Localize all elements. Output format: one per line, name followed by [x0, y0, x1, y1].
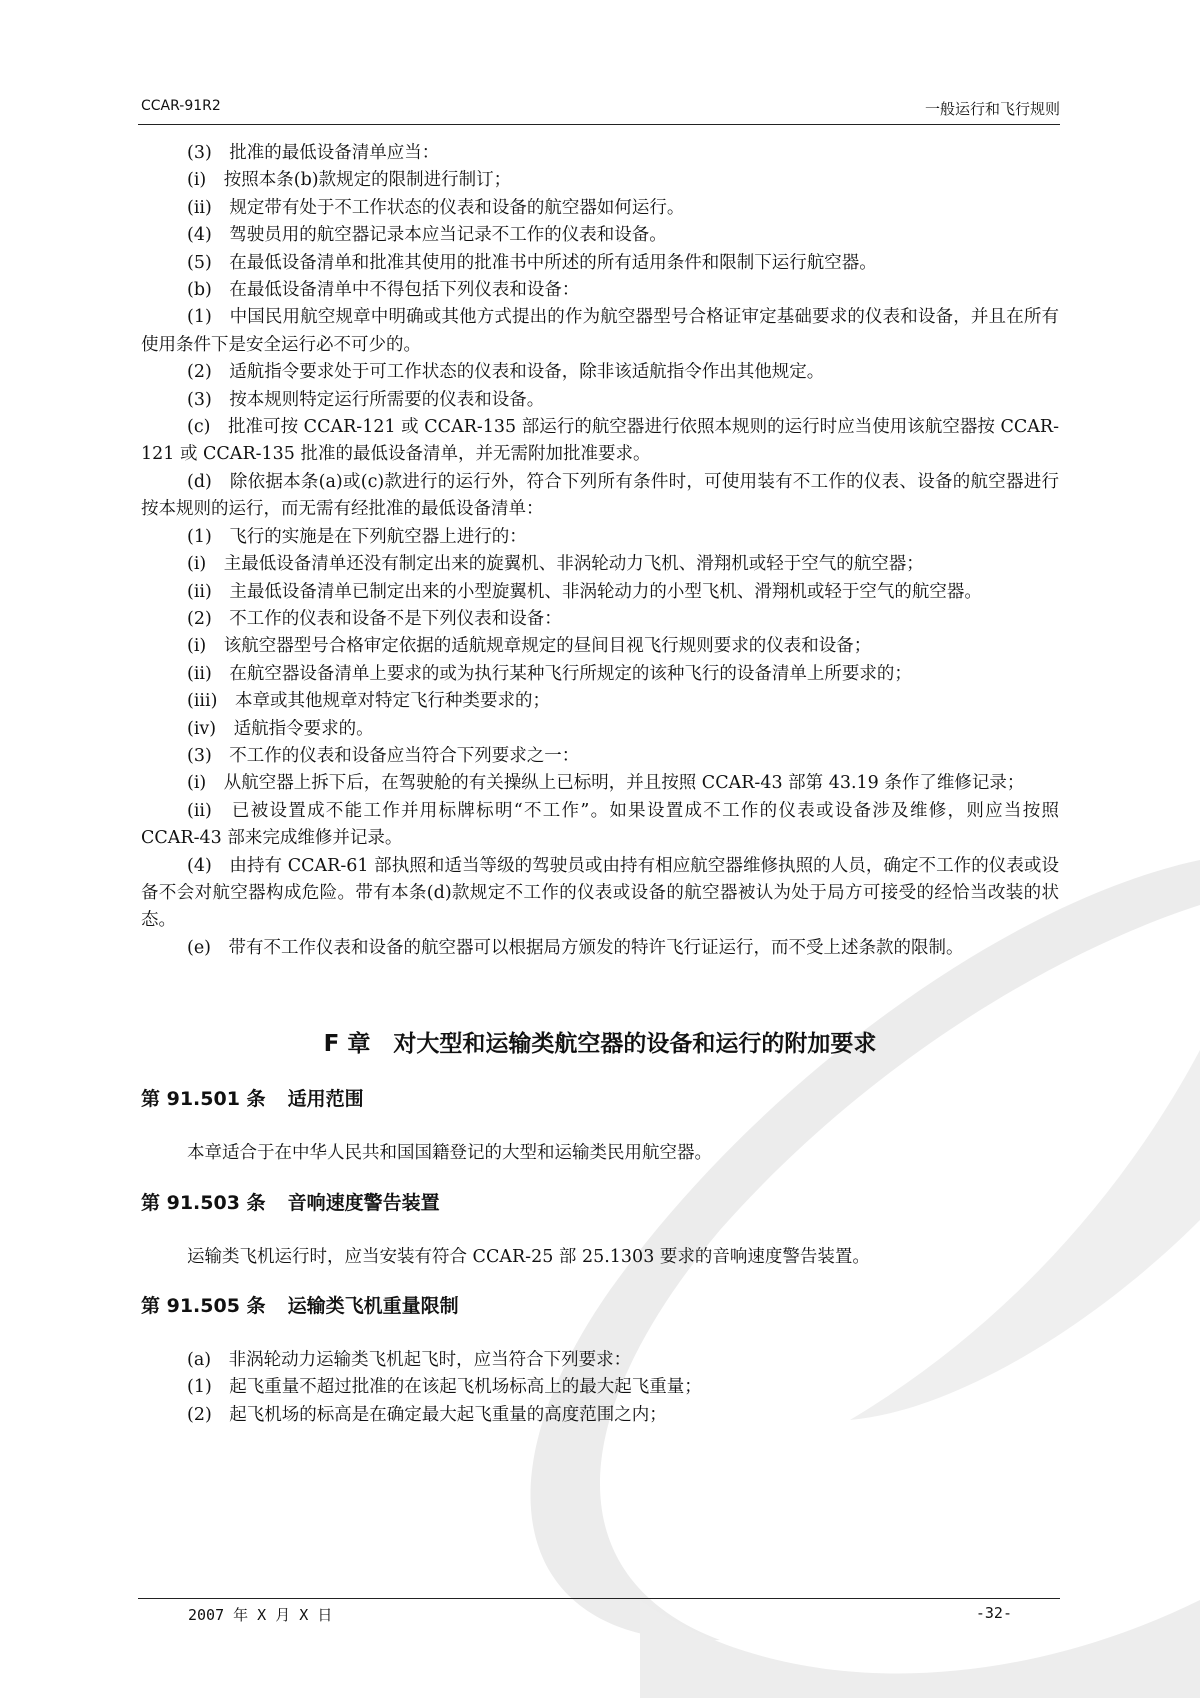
- paragraph: (3) 批准的最低设备清单应当：: [187, 143, 440, 163]
- paragraph: (3) 不工作的仪表和设备应当符合下列要求之一：: [187, 745, 580, 766]
- paragraph: (1) 飞行的实施是在下列航空器上进行的：: [187, 526, 527, 547]
- paragraph: (2) 适航指令要求处于可工作状态的仪表和设备，除非该适航指令作出其他规定。: [187, 362, 825, 383]
- article-title: 适用范围: [287, 1088, 364, 1111]
- header-divider: [138, 124, 1060, 125]
- article-heading-91-503: [141, 1188, 1059, 1218]
- header-doc-code: CCAR-91R2: [141, 98, 221, 114]
- header-doc-title: 一般运行和飞行规则: [924, 100, 1060, 118]
- paragraph: (2) 起飞机场的标高是在确定最大起飞重量的高度范围之内；: [187, 1404, 667, 1425]
- paragraph: 本章适合于在中华人民共和国国籍登记的大型和运输类民用航空器。: [187, 1143, 712, 1164]
- footer-divider: [138, 1598, 1060, 1599]
- article-number: 第 91.505 条: [141, 1295, 266, 1317]
- paragraph: (ii) 规定带有处于不工作状态的仪表和设备的航空器如何运行。: [187, 197, 685, 218]
- paragraph: (i) 按照本条(b)款规定的限制进行制订；: [187, 170, 512, 191]
- article-title: 运输类飞机重量限制: [287, 1295, 459, 1317]
- paragraph: (4) 由持有 CCAR-61 部执照和适当等级的驾驶员或由持有相应航空器维修执照的人员，确定不工作的仪表或设备不会对航空器构成危险。带有本条(d)款规定不工作的仪表或设备的航空器被认为处于局方可接受的经恰当改装的状态。: [141, 855, 1059, 931]
- document-body: [141, 140, 1059, 1429]
- paragraph: (d) 除依据本条(a)或(c)款进行的运行外，符合下列所有条件时，可使用装有不工作的仪表、设备的航空器进行按本规则的运行，而无需有经批准的最低设备清单：: [141, 471, 1059, 520]
- article-number: 第 91.501 条: [141, 1088, 266, 1111]
- paragraph: (4) 驾驶员用的航空器记录本应当记录不工作的仪表和设备。: [187, 225, 667, 246]
- article-title: 音响速度警告装置: [287, 1191, 440, 1214]
- paragraph: (i) 该航空器型号合格审定依据的适航规章规定的昼间目视飞行规则要求的仪表和设备；: [187, 636, 872, 657]
- paragraph: (2) 不工作的仪表和设备不是下列仪表和设备：: [187, 608, 562, 629]
- article-heading-91-501: [141, 1084, 1059, 1114]
- page-number: -32-: [975, 1604, 1012, 1622]
- article-heading-91-505: [141, 1291, 1059, 1321]
- paragraph: (1) 起飞重量不超过批准的在该起飞机场标高上的最大起飞重量；: [187, 1377, 702, 1398]
- paragraph: (5) 在最低设备清单和批准其使用的批准书中所述的所有适用条件和限制下运行航空器。: [187, 252, 877, 273]
- paragraph: (c) 批准可按 CCAR-121 或 CCAR-135 部运行的航空器进行依照本规则的运行时应当使用该航空器按 CCAR-121 或 CCAR-135 批准的最低设备清单，并无需附加批准要求。: [141, 417, 1059, 465]
- footer-date: 2007 年 X 月 X 日: [188, 1606, 333, 1624]
- paragraph: (iv) 适航指令要求的。: [187, 718, 374, 739]
- paragraph: (i) 从航空器上拆下后，在驾驶舱的有关操纵上已标明，并且按照 CCAR-43 部第 43.19 条作了维修记录；: [187, 773, 1025, 794]
- paragraph: (b) 在最低设备清单中不得包括下列仪表和设备：: [187, 280, 580, 301]
- paragraph: (iii) 本章或其他规章对特定飞行种类要求的；: [187, 691, 550, 712]
- article-number: 第 91.503 条: [141, 1191, 266, 1214]
- paragraph: (ii) 主最低设备清单已制定出来的小型旋翼机、非涡轮动力的小型飞机、滑翔机或轻于空气的航空器。: [187, 581, 982, 602]
- paragraph: (e) 带有不工作仪表和设备的航空器可以根据局方颁发的特许飞行证运行，而不受上述条款的限制。: [187, 937, 964, 958]
- paragraph: (3) 按本规则特定运行所需要的仪表和设备。: [187, 389, 545, 410]
- paragraph: (1) 中国民用航空规章中明确或其他方式提出的作为航空器型号合格证审定基础要求的仪表和设备，并且在所有使用条件下是安全运行必不可少的。: [141, 307, 1059, 355]
- paragraph: (ii) 已被设置成不能工作并用标牌标明“不工作”。如果设置成不工作的仪表或设备涉及维修，则应当按照 CCAR-43 部来完成维修并记录。: [141, 800, 1059, 849]
- chapter-title: F 章 对大型和运输类航空器的设备和运行的附加要求: [323, 1031, 877, 1058]
- paragraph: (ii) 在航空器设备清单上要求的或为执行某种飞行所规定的该种飞行的设备清单上所要求的；: [187, 663, 912, 684]
- paragraph: 运输类飞机运行时，应当安装有符合 CCAR-25 部 25.1303 要求的音响速度警告装置。: [187, 1246, 870, 1267]
- paragraph: (i) 主最低设备清单还没有制定出来的旋翼机、非涡轮动力飞机、滑翔机或轻于空气的航空器；: [187, 554, 924, 575]
- paragraph: (a) 非涡轮动力运输类飞机起飞时，应当符合下列要求：: [187, 1350, 632, 1370]
